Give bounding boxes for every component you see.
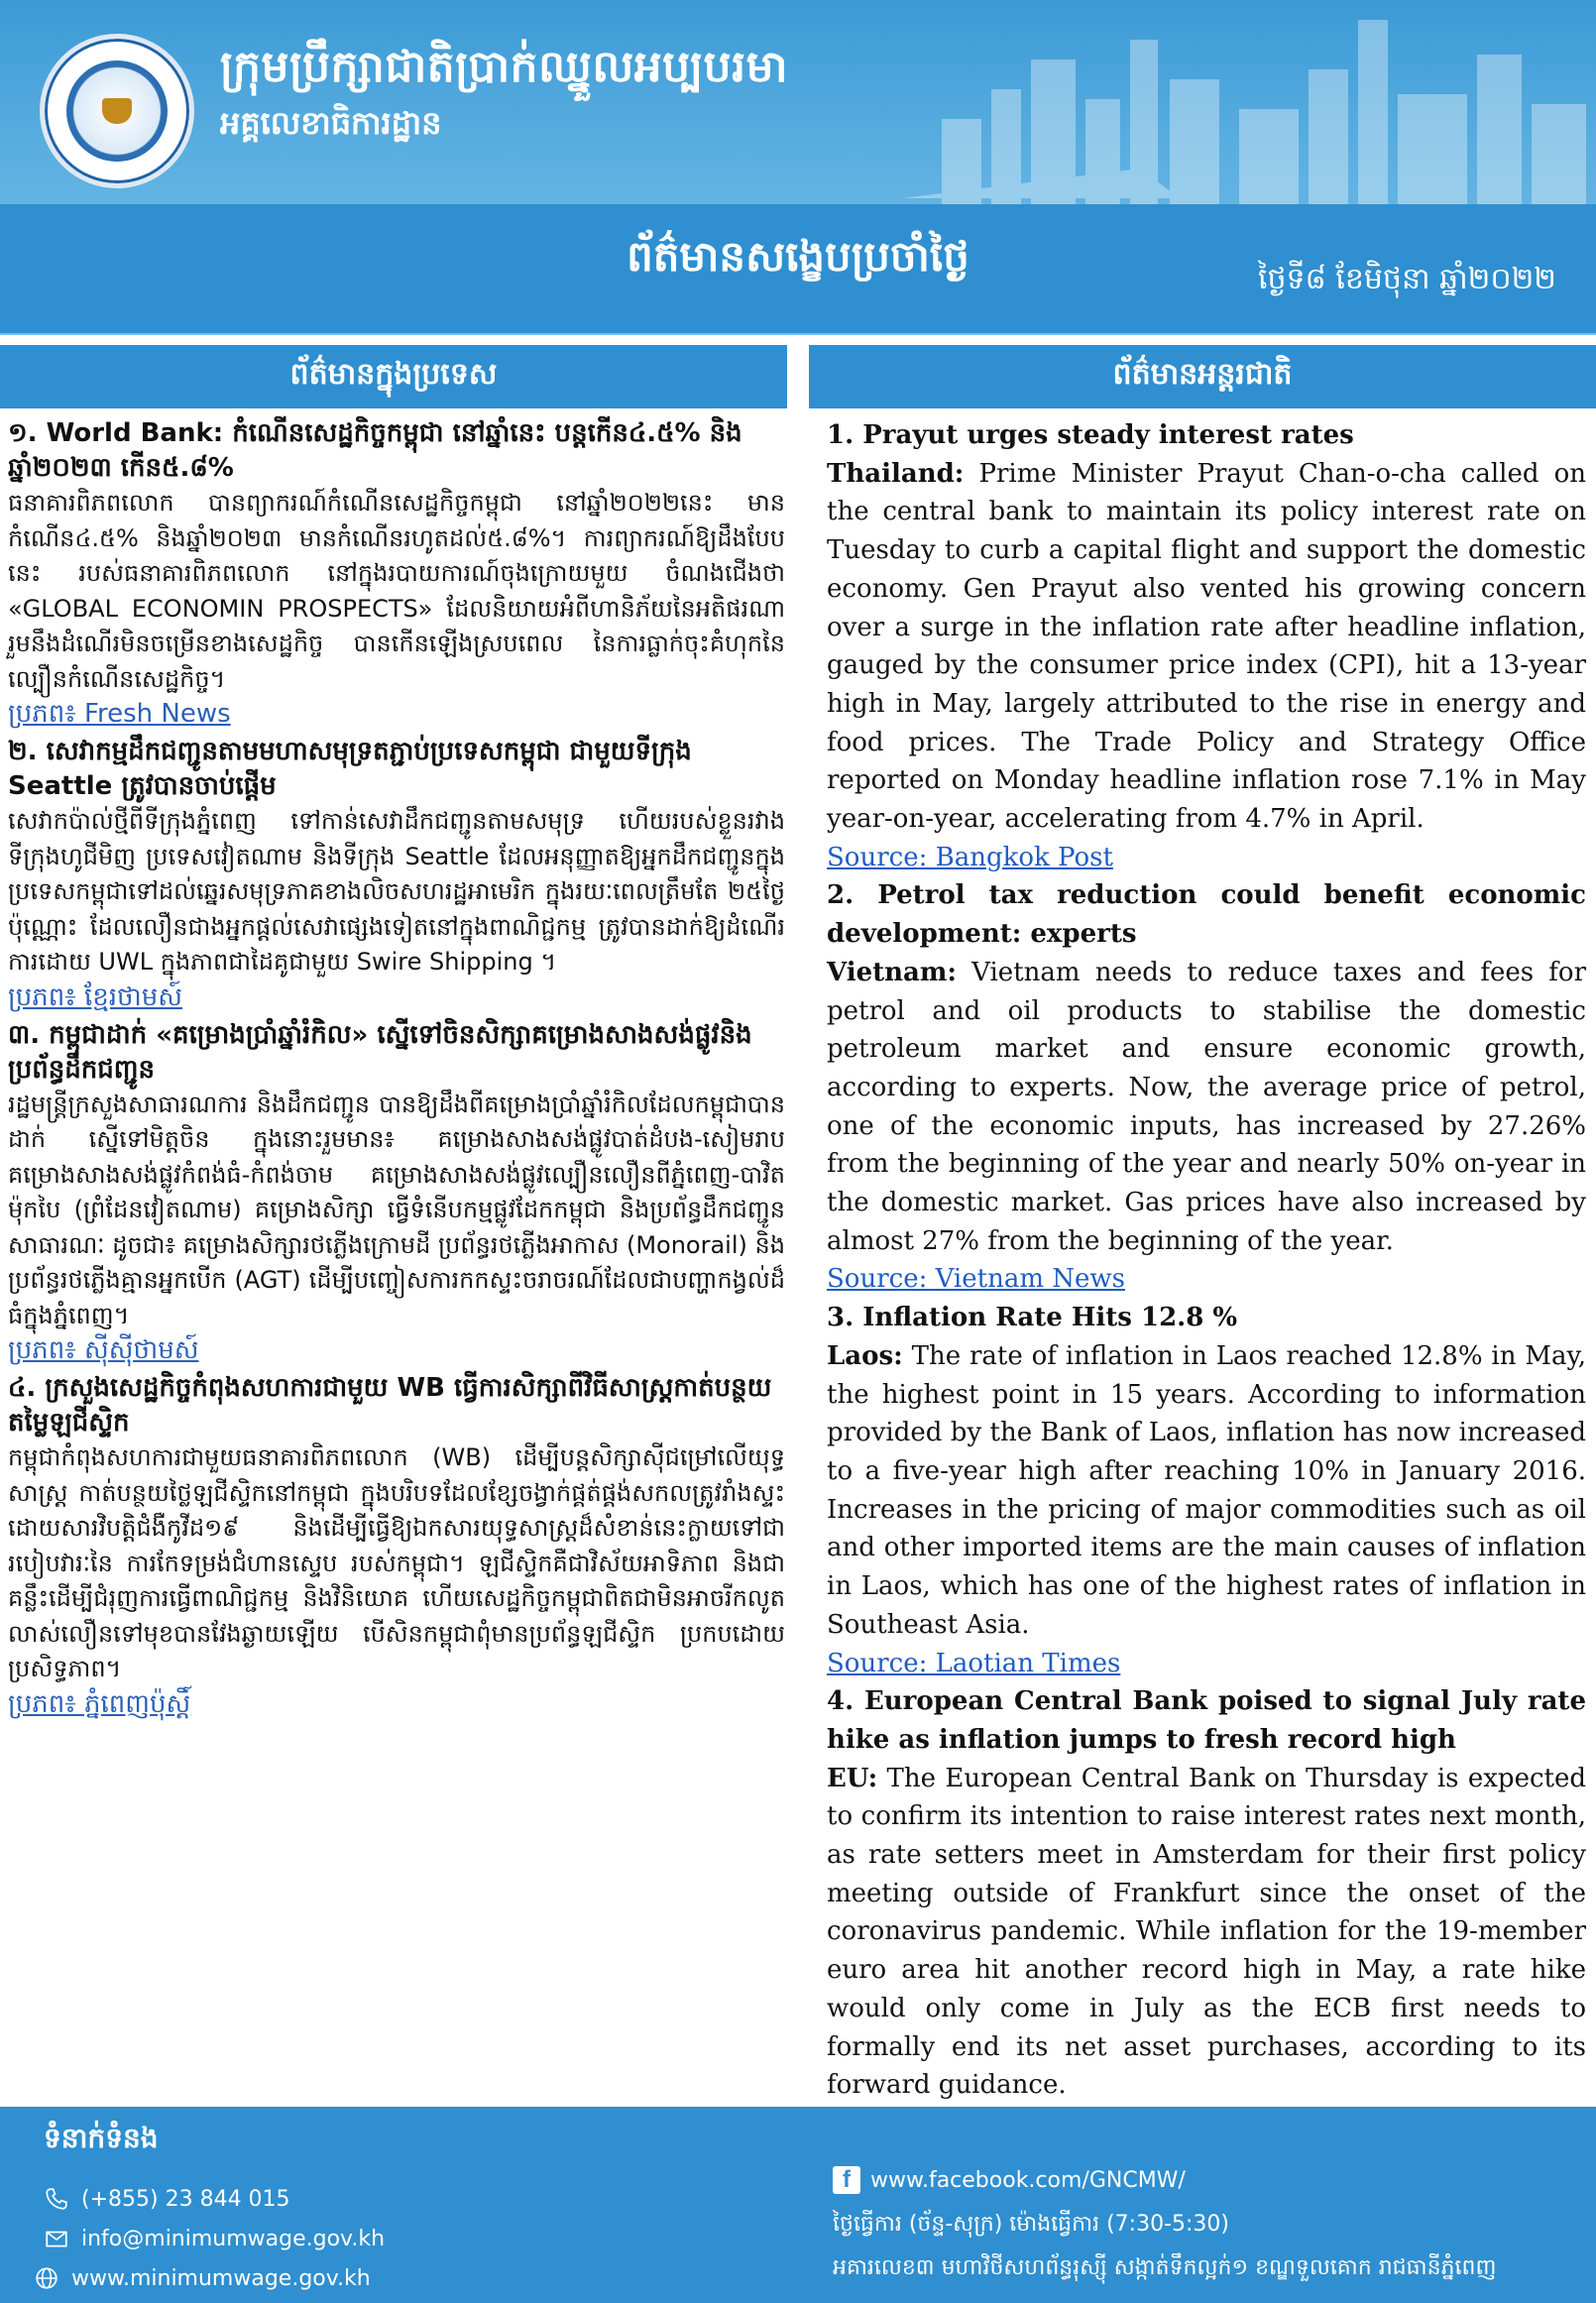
international-article [827,1682,1586,2142]
international-news-column [827,416,1586,2143]
article-source-link[interactable]: Source: Vietnam News [827,1264,1125,1295]
website-text: www.minimumwage.gov.kh [71,2265,371,2291]
article-source-link[interactable]: ប្រភព៖ ស៊ីស៊ីថាមស៍ [8,1335,199,1365]
article-body: កម្ពុជាកំពុងសហការជាមួយធនាគារពិភពលោក (WB) ដើម្បីបន្តសិក្សាស៊ីជម្រៅលើយុទ្ធសាស្ត្រ កាត់បន្ថយថ្លៃឡជីស្ទិកនៅកម្ពុជា ក្នុងបរិបទដែលខ្សែចង្វាក់ផ្គត់ផ្គង់សកលត្រូវរាំងស្ទះដោយសារវិបត្តិជំងឺកូវីដ១៩ និងដើម្បីធ្វើឱ្យឯកសារយុទ្ធសាស្ត្រដ៏សំខាន់នេះក្លាយទៅជារបៀបវារៈនៃ ការកែទម្រង់ជំហានស្ទេប របស់កម្ពុជា។ ឡជីស្ទិកគឺជាវិស័យអាទិភាព និងជាគន្លឹះដើម្បីជំរុញការធ្វើពាណិជ្ជកម្ម និងវិនិយោគ ហើយសេដ្ឋកិច្ចកម្ពុជាពិតជាមិនអាចរីកលូតលាស់លឿនទៅមុខបានវែងឆ្ងាយឡើយ បើសិនកម្ពុជាពុំមានប្រព័ន្ធឡជីស្ទិក ប្រកបដោយប្រសិទ្ធភាព។ [8,1443,785,1682]
domestic-article [8,735,785,1014]
mail-icon [44,2226,69,2251]
bulletin-date: ថ្ងៃទី៨ ខែមិថុនា ឆ្នាំ២០២២ [1257,262,1556,296]
article-source-link[interactable]: Source: Bangkok Post [827,842,1113,872]
email-text: info@minimumwage.gov.kh [81,2226,386,2251]
contact-phone[interactable] [44,2186,290,2212]
skyline-graphic [882,0,1596,208]
international-article [827,1299,1586,1682]
article-title: 4. European Central Bank poised to signal July rate hike as inflation jumps to fresh record high [827,1686,1586,1755]
address-text: អគារលេខ៣ មហាវិថីសហព័ន្ធរុស្ស៊ី សង្កាត់ទឹកល្អក់១ ខណ្ឌទួលគោក រាជធានីភ្នំពេញ [833,2255,1497,2280]
org-subtitle: អគ្គលេខាធិការដ្ឋាន [220,104,442,142]
article-source-link[interactable]: ប្រភព៖ ភ្នំពេញប៉ុស្តិ៍ [8,1688,191,1719]
office-hours [833,2210,1229,2242]
article-body: ធនាគារពិភពលោក បានព្យាករណ៍កំណើនសេដ្ឋកិច្ចកម្ពុជា នៅឆ្នាំ២០២២នេះ មានកំណើន៤.៥% និងឆ្នាំ២០២៣ មានកំណើនរហូតដល់៥.៨%។ ការព្យាករណ៍ឱ្យដឹងបែបនេះ របស់ធនាគារពិភពលោក នៅក្នុងរបាយការណ៍ចុងក្រោយមួយ ចំណងជើងថា «GLOBAL ECONOMIN PROSPECTS» ដែលនិយាយអំពីហានិភ័យនៃអតិផរណា រួមនឹងដំណើរមិនចម្រើនខាងសេដ្ឋកិច្ច បានកើនឡើងស្របពេល នៃការធ្លាក់ចុះគំហុកនៃល្បឿនកំណើនសេដ្ឋកិច្ច។ [8,489,785,693]
article-body: រដ្ឋមន្ត្រីក្រសួងសាធារណការ និងដឹកជញ្ជូន បានឱ្យដឹងពីគម្រោងប្រាំឆ្នាំរំកិលដែលកម្ពុជាបានដាក់ ស្នើទៅមិត្តចិន ក្នុងនោះរួមមាន៖ គម្រោងសាងសង់ផ្លូវបាត់ដំបង-សៀមរាប គម្រោងសាងសង់ផ្លូវកំពង់ធំ-កំពង់ចាម គម្រោងសាងសង់ផ្លូវល្បឿនលឿនពីភ្នំពេញ-បាវិត ម៉ុកបៃ (ព្រំដែនវៀតណាម) គម្រោងសិក្សា ធ្វើទំនើបកម្មផ្លូវដែកកម្ពុជា និងប្រព័ន្ធដឹកជញ្ជូនសាធារណៈ ដូចជា៖ គម្រោងសិក្សារថភ្លើងក្រោមដី ប្រព័ន្ធរថភ្លើងអាកាស (Monorail) និងប្រព័ន្ធរថភ្លើងគ្មានអ្នកបើក (AGT) ដើម្បីបញ្ចៀសការកកស្ទះចរាចរណ៍ដែលជាបញ្ហាកង្វល់ដ៏ធំក្នុងភ្នំពេញ។ [8,1090,785,1329]
article-title: ៤. ក្រសួងសេដ្ឋកិច្ចកំពុងសហការជាមួយ WB ធ្វើការសិក្សាពីវិធីសាស្ត្រកាត់បន្ថយតម្លៃឡជីស្ទិក [8,1373,772,1438]
article-country: EU: [827,1763,878,1793]
article-country: Laos: [827,1340,903,1371]
article-body [827,954,1586,1261]
contact-website[interactable] [34,2265,371,2291]
international-news-heading: ព័ត៌មានអន្តរជាតិ [809,345,1596,408]
article-country: Vietnam: [827,957,958,987]
page-footer [0,2107,1596,2303]
article-source-link[interactable]: Source: Laotian Times [827,1648,1121,1678]
international-article [827,876,1586,1299]
domestic-article [8,416,785,731]
facebook-text: www.facebook.com/GNCMW/ [870,2167,1186,2193]
emblem-icon [102,98,132,124]
domestic-article [8,1018,785,1368]
article-body [827,1337,1586,1645]
article-text: The European Central Bank on Thursday is expected to confirm its intention to raise interest rates next month, as rate setters meet in Amsterdam for their first policy meeting outside of Frankfurt since the onset of the coronavirus pandemic. While inflation for the 19-member euro area hit another record high in May, a rate hike would only come in July as the ECB first needs to formally end its net asset purchases, according to its forward guidance. [827,1763,1586,2101]
article-title: ៣. កម្ពុជាដាក់ «គម្រោងប្រាំឆ្នាំរំកិល» ស្នើទៅចិនសិក្សាគម្រោងសាងសង់ផ្លូវនិងប្រព័ន្ធដឹកជញ្ជូន [8,1019,752,1085]
domestic-news-heading: ព័ត៌មានក្នុងប្រទេស [0,345,787,408]
article-title: ២. សេវាកម្មដឹកជញ្ជូនតាមមហាសមុទ្រតភ្ជាប់ប្រទេសកម្ពុជា ជាមួយទីក្រុង Seattle ត្រូវបានចាប់ផ្តើម [8,737,692,801]
phone-text: (+855) 23 844 015 [81,2186,290,2212]
domestic-news-column [8,416,785,1725]
phone-icon [44,2186,69,2212]
article-text: The rate of inflation in Laos reached 12.8% in May, the highest point in 15 years. According to information provided by the Bank of Laos, inflation has now increased to a five-year high after reaching 10% in January 2016. Increases in the pricing of major commodities such as oil and other imported items are the main causes of inflation in Laos, which has one of the highest rates of inflation in Southeast Asia. [827,1340,1587,1640]
article-country: Thailand: [827,458,965,489]
domestic-article [8,1371,785,1721]
international-article [827,416,1586,876]
article-body [827,1760,1586,2105]
article-title: 1. Prayut urges steady interest rates [827,420,1354,450]
org-logo [40,34,194,188]
article-source-link[interactable]: ប្រភព៖ Fresh News [8,699,231,729]
org-name: ក្រុមប្រឹក្សាជាតិប្រាក់ឈ្នួលអប្បបរមា [220,42,788,92]
globe-icon [34,2265,59,2291]
article-title: 3. Inflation Rate Hits 12.8 % [827,1303,1238,1333]
article-source-link[interactable]: ប្រភព៖ ខ្មែរថាមស៍ [8,981,182,1012]
article-title: ១. World Bank: កំណើនសេដ្ឋកិច្ចកម្ពុជា នៅឆ្នាំនេះ បន្តកើន៤.៥% និងឆ្នាំ២០២៣ កើន៥.៨% [8,418,742,483]
article-body: សេវាកប៉ាល់ថ្មីពីទីក្រុងភ្នំពេញ ទៅកាន់សេវាដឹកជញ្ជូនតាមសមុទ្រ ហើយរបស់ខ្លួនរវាងទីក្រុងហូជីមិញ ប្រទេសវៀតណាម និងទីក្រុង Seattle ដែលអនុញ្ញាតឱ្យអ្នកដឹកជញ្ជូនក្នុងប្រទេសកម្ពុជាទៅដល់ឆ្នេរសមុទ្រភាគខាងលិចសហរដ្ឋអាមេរិក ក្នុងរយៈពេលត្រឹមតែ ២៥ថ្ងៃប៉ុណ្ណោះ ដែលលឿនជាងអ្នកផ្តល់សេវាផ្សេងទៀតនៅក្នុងពាណិជ្ជកម្ម ត្រូវបានដាក់ឱ្យដំណើរការដោយ UWL ក្នុងភាពជាដៃគូជាមួយ Swire Shipping ។ [8,807,785,976]
contact-facebook[interactable] [833,2166,1186,2194]
bulletin-title: ព័ត៌មានសង្ខេបប្រចាំថ្ងៃ [627,232,969,281]
article-text: Prime Minister Prayut Chan-o-cha called on the central bank to maintain its policy interest rate on Tuesday to curb a capital flight and support the domestic economy. Gen Prayut also vented his growing concern over a surge in the inflation rate after headline inflation, gauged by the consumer price index (CPI), hit a 13-year high in May, largely attributed to the rise in energy and food prices. The Trade Policy and Strategy Office reported on Monday headline inflation rose 7.1% in May year-on-year, accelerating from 4.7% in April. [827,458,1586,835]
office-address [833,2253,1496,2285]
article-body [827,455,1586,839]
contact-email[interactable] [44,2226,385,2251]
article-title: 2. Petrol tax reduction could benefit economic development: experts [827,880,1586,950]
article-text: Vietnam needs to reduce taxes and fees for petrol and oil products to stabilise the domestic petroleum market and ensure economic growth, according to experts. Now, the average price of petrol, one of the economic inputs, has increased by 27.26% from the beginning of the year and nearly 50% on-year in the domestic market. Gas prices have also increased by almost 27% from the beginning of the year. [827,957,1586,1256]
contact-title: ទំនាក់ទំនង [44,2122,159,2154]
hours-text: ថ្ងៃធ្វើការ (ច័ន្ទ-សុក្រ) ម៉ោងធ្វើការ (7:30-5:30) [833,2212,1229,2237]
facebook-icon: f [833,2166,860,2194]
